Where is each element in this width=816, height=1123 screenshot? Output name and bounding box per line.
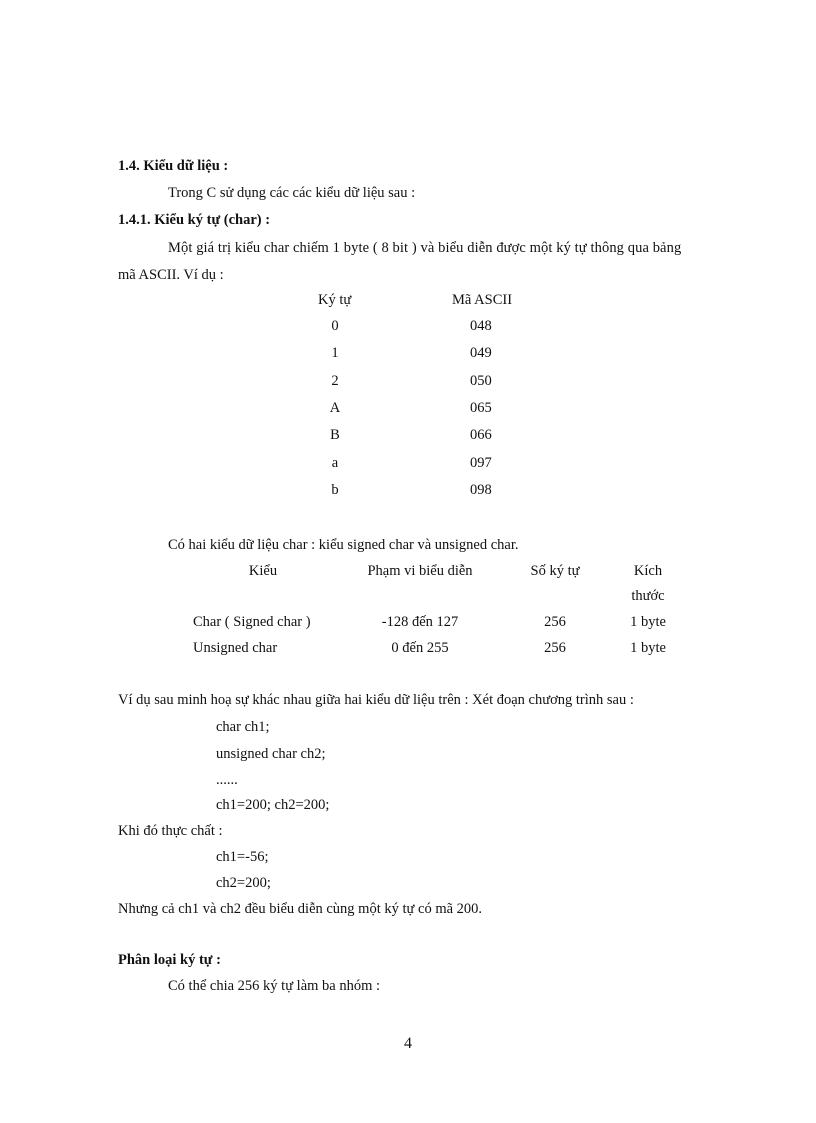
paragraph-line: mã ASCII. Ví dụ : [118, 267, 224, 283]
table-cell: 0 đến 255 [391, 640, 449, 656]
table-cell: A [329, 400, 341, 416]
table-cell: a [331, 455, 339, 471]
subheading: Phân loại ký tự : [118, 952, 221, 968]
paragraph: Nhưng cả ch1 và ch2 đều biểu diễn cùng một ký tự có mã 200. [118, 901, 483, 917]
intro-paragraph: Trong C sử dụng các các kiểu dữ liệu sau : [168, 185, 416, 201]
table-cell: 065 [470, 400, 492, 416]
code-line: ch1=-56; [216, 849, 269, 865]
table-header: Kích [633, 563, 663, 579]
table-cell: 066 [470, 427, 492, 443]
code-line: ch2=200; [216, 875, 271, 891]
table-cell: 050 [470, 373, 492, 389]
paragraph: Có hai kiểu dữ liệu char : kiểu signed char và unsigned char. [168, 537, 519, 553]
code-line: char ch1; [216, 719, 270, 735]
table-cell: 1 byte [630, 614, 666, 630]
section-heading: 1.4. Kiểu dữ liệu : [118, 158, 229, 174]
table-header: Ký tự [318, 292, 352, 308]
table-cell: 256 [544, 640, 566, 656]
table-cell: 0 [331, 318, 339, 334]
page-number: 4 [404, 1035, 412, 1052]
table-cell: 048 [470, 318, 492, 334]
table-header: Phạm vi biểu diễn [367, 563, 473, 579]
table-cell: 1 [331, 345, 339, 361]
table-cell: Char ( Signed char ) [193, 614, 311, 630]
table-cell: 2 [331, 373, 339, 389]
table-cell: 098 [470, 482, 492, 498]
table-cell: Unsigned char [193, 640, 278, 656]
table-cell: -128 đến 127 [381, 614, 459, 630]
table-cell: 1 byte [630, 640, 666, 656]
table-cell: b [331, 482, 339, 498]
table-cell: 256 [544, 614, 566, 630]
table-cell: 049 [470, 345, 492, 361]
table-header: Mã ASCII [452, 292, 513, 308]
table-header: Kiểu [248, 563, 278, 579]
table-header: thước [631, 588, 665, 604]
code-line: unsigned char ch2; [216, 746, 326, 762]
table-header: Số ký tự [530, 563, 580, 579]
subsection-heading: 1.4.1. Kiểu ký tự (char) : [118, 212, 271, 228]
paragraph: Khi đó thực chất : [118, 823, 223, 839]
paragraph: Ví dụ sau minh hoạ sự khác nhau giữa hai kiểu dữ liệu trên : Xét đoạn chương trình sau : [118, 692, 634, 708]
code-line: ch1=200; ch2=200; [216, 797, 330, 813]
paragraph-line: Một giá trị kiểu char chiếm 1 byte ( 8 bit ) và biểu diễn được một ký tự thông qua bảng [168, 240, 682, 256]
code-line: ...... [216, 772, 238, 788]
table-cell: B [330, 427, 340, 443]
paragraph: Có thể chia 256 ký tự làm ba nhóm : [168, 978, 381, 994]
table-cell: 097 [470, 455, 492, 471]
